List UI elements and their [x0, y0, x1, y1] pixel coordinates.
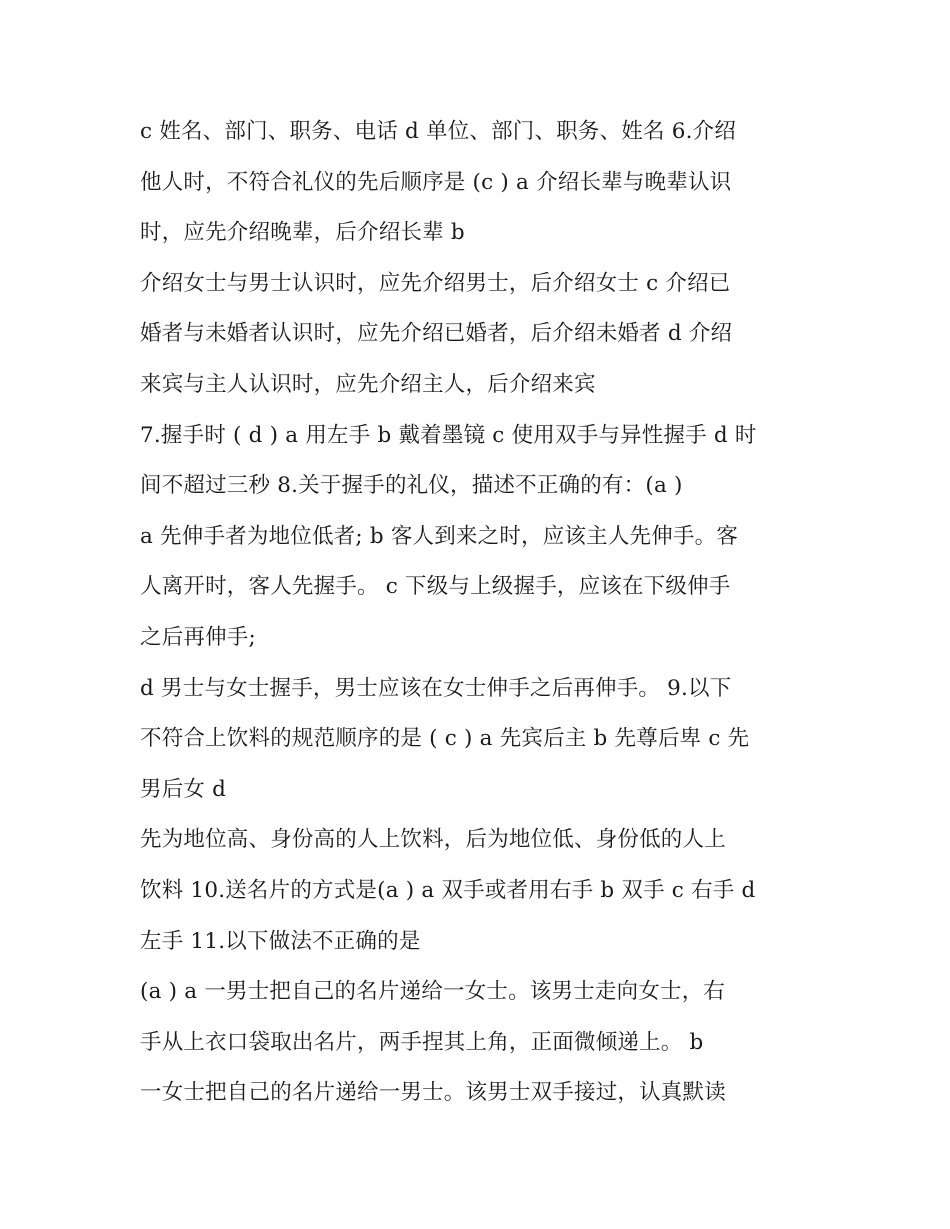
text-line: d 男士与女士握手，男士应该在女士伸手之后再伸手。 9.以下	[140, 675, 732, 701]
text-line: 7.握手时 ( d ) a 用左手 b 戴着墨镜 c 使用双手与异性握手 d 时	[140, 422, 757, 448]
text-line: a 先伸手者为地位低者; b 客人到来之时，应该主人先伸手。客	[140, 523, 739, 549]
text-line: 他人时，不符合礼仪的先后顺序是 (c ) a 介绍长辈与晚辈认识	[140, 169, 732, 195]
text-line: 饮料 10.送名片的方式是(a ) a 双手或者用右手 b 双手 c 右手 d	[140, 877, 756, 903]
text-line: 之后再伸手;	[140, 624, 256, 650]
text-line: 一女士把自己的名片递给一男士。该男士双手接过，认真默读	[140, 1080, 726, 1106]
text-line: 左手 11.以下做法不正确的是	[140, 928, 421, 954]
text-line: 男后女 d	[140, 776, 227, 802]
document-body	[140, 107, 820, 1119]
text-line: 婚者与未婚者认识时，应先介绍已婚者，后介绍未婚者 d 介绍	[140, 321, 733, 347]
text-line: 人离开时，客人先握手。 c 下级与上级握手，应该在下级伸手	[140, 574, 731, 600]
text-line: 时，应先介绍晚辈，后介绍长辈 b	[140, 220, 465, 246]
text-line: 间不超过三秒 8.关于握手的礼仪，描述不正确的有：(a )	[140, 473, 683, 499]
text-line: (a ) a 一男士把自己的名片递给一女士。该男士走向女士，右	[140, 979, 726, 1005]
text-line: 不符合上饮料的规范顺序的是 ( c ) a 先宾后主 b 先尊后卑 c 先	[140, 726, 750, 752]
text-line: 手从上衣口袋取出名片，两手捏其上角，正面微倾递上。 b	[140, 1029, 704, 1055]
text-line: c 姓名、部门、职务、电话 d 单位、部门、职务、姓名 6.介绍	[140, 119, 737, 144]
text-line: 来宾与主人认识时，应先介绍主人，后介绍来宾	[140, 371, 596, 397]
text-line: 先为地位高、身份高的人上饮料，后为地位低、身份低的人上	[140, 827, 726, 853]
text-line: 介绍女士与男士认识时，应先介绍男士，后介绍女士 c 介绍已	[140, 270, 731, 296]
